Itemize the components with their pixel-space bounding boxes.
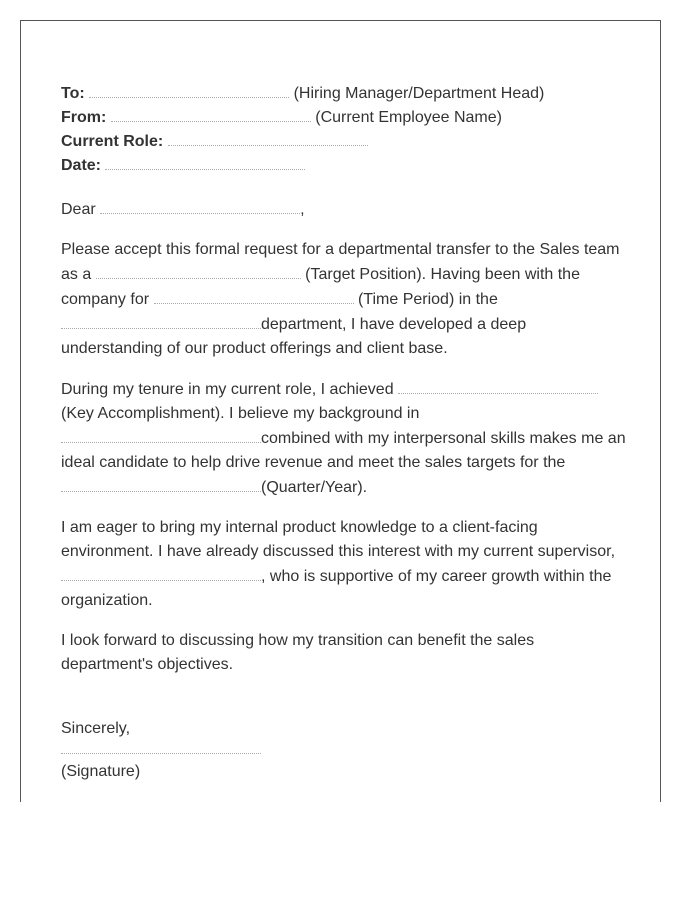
target-position-blank[interactable] xyxy=(96,262,301,279)
paragraph-accomplishment xyxy=(61,377,626,500)
para3-text-1: I am eager to bring my internal product knowledge to a client-facing environment. I have already discussed this interest with my current supervisor, xyxy=(61,519,616,560)
quarter-year-blank[interactable] xyxy=(61,475,261,492)
paragraph-request xyxy=(61,238,626,361)
recipient-name-blank[interactable] xyxy=(100,197,300,214)
greeting-comma: , xyxy=(300,201,305,218)
date-label: Date: xyxy=(61,157,102,174)
from-hint: (Current Employee Name) xyxy=(315,109,502,126)
accomplishment-blank[interactable] xyxy=(398,377,598,394)
from-line xyxy=(61,105,626,129)
current-role-line xyxy=(61,129,626,153)
paragraph-closing xyxy=(61,629,626,677)
greeting-line xyxy=(61,197,626,222)
department-blank[interactable] xyxy=(61,312,261,329)
to-label: To: xyxy=(61,85,85,102)
paragraph-supervisor xyxy=(61,516,626,613)
closing-block xyxy=(61,717,626,784)
current-role-label: Current Role: xyxy=(61,133,164,150)
para4-text-1: I look forward to discussing how my transition can benefit the sales department's objectives. xyxy=(61,632,535,673)
para2-text-3: combined with my interpersonal skills makes me an ideal candidate to help drive revenue and meet the sales targets for the xyxy=(61,430,626,471)
to-line xyxy=(61,81,626,105)
from-label: From: xyxy=(61,109,107,126)
date-blank[interactable] xyxy=(105,153,305,170)
para1-text-3: (Time Period) in the xyxy=(357,291,498,308)
time-period-blank[interactable] xyxy=(154,287,354,304)
signature-blank[interactable] xyxy=(61,745,261,754)
signature-hint: (Signature) xyxy=(61,763,141,780)
to-hint: (Hiring Manager/Department Head) xyxy=(293,85,545,102)
current-role-blank[interactable] xyxy=(168,129,368,146)
para1-text-4: department, I have developed a deep understanding of our product offerings and client base. xyxy=(61,316,527,357)
para1-text-1: Please accept this formal request for a departmental transfer to the Sales team as a xyxy=(61,241,620,283)
letter-body xyxy=(61,81,626,784)
to-blank[interactable] xyxy=(89,81,289,98)
background-blank[interactable] xyxy=(61,426,261,443)
supervisor-blank[interactable] xyxy=(61,564,261,581)
para3-text-2: , who is supportive of my career growth within the organization. xyxy=(61,568,612,609)
from-blank[interactable] xyxy=(111,105,311,122)
sincerely-text: Sincerely, xyxy=(61,720,131,737)
para2-text-2: (Key Accomplishment). I believe my background in xyxy=(61,405,420,422)
para1-text-2: (Target Position). Having been with the company for xyxy=(61,266,580,308)
date-line xyxy=(61,153,626,177)
para2-text-1: During my tenure in my current role, I achieved xyxy=(61,381,394,398)
para2-text-4: (Quarter/Year). xyxy=(261,479,368,496)
letter-page xyxy=(20,20,661,802)
salutation: Dear xyxy=(61,201,96,218)
